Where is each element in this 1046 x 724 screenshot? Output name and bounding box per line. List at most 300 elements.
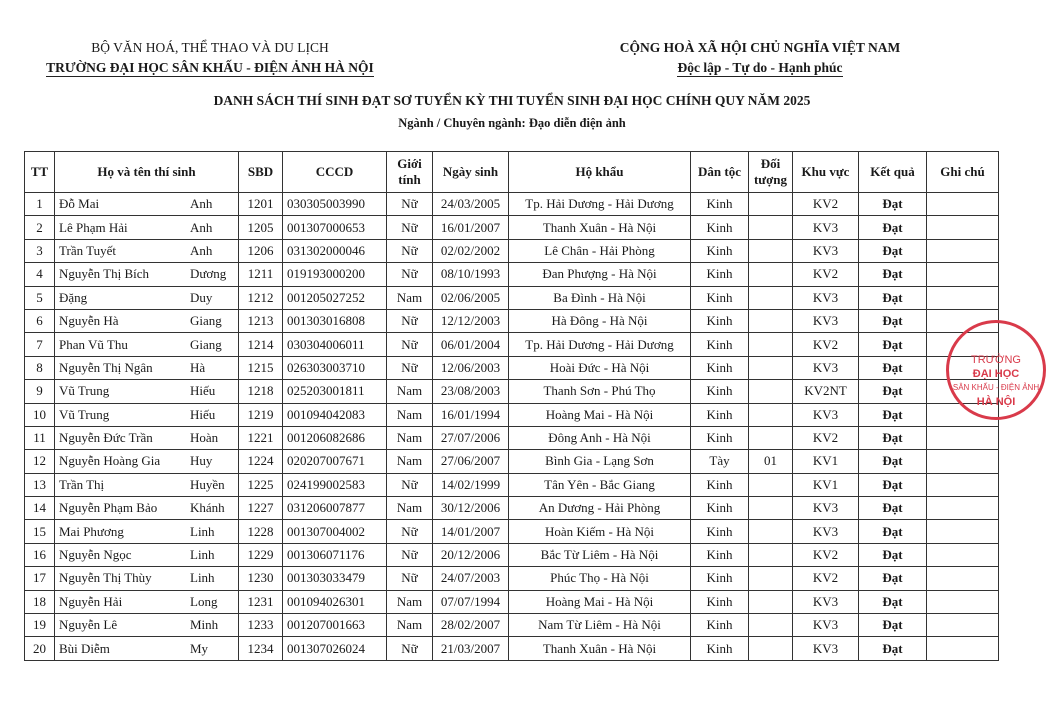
cell-object (749, 520, 793, 543)
cell-result: Đạt (859, 239, 927, 262)
cell-gender: Nữ (387, 263, 433, 286)
cell-home: An Dương - Hải Phòng (509, 497, 691, 520)
cell-home: Tân Yên - Bắc Giang (509, 473, 691, 496)
cell-cccd: 030304006011 (283, 333, 387, 356)
cell-home: Bình Gia - Lạng Sơn (509, 450, 691, 473)
cell-ethnicity: Kinh (691, 239, 749, 262)
cell-region: KV1 (793, 473, 859, 496)
candidate-first-name: Long (190, 593, 218, 609)
cell-ethnicity: Kinh (691, 356, 749, 379)
cell-result: Đạt (859, 473, 927, 496)
table-row (25, 216, 999, 239)
cell-sbd: 1206 (239, 239, 283, 262)
table-row (25, 450, 999, 473)
cell-sbd: 1221 (239, 426, 283, 449)
table-row (25, 590, 999, 613)
cell-region: KV3 (793, 590, 859, 613)
cell-name (55, 193, 239, 216)
cell-name (55, 450, 239, 473)
cell-sbd: 1228 (239, 520, 283, 543)
cell-object (749, 333, 793, 356)
cell-cccd: 020207007671 (283, 450, 387, 473)
cell-name (55, 520, 239, 543)
cell-gender: Nữ (387, 356, 433, 379)
cell-cccd: 001205027252 (283, 286, 387, 309)
header-left (30, 38, 390, 78)
cell-tt: 4 (25, 263, 55, 286)
col-header-tt: TT (25, 152, 55, 193)
cell-cccd: 001306071176 (283, 543, 387, 566)
col-header-ethnicity: Dân tộc (691, 152, 749, 193)
cell-home: Thanh Sơn - Phú Thọ (509, 380, 691, 403)
cell-sbd: 1227 (239, 497, 283, 520)
cell-note (927, 567, 999, 590)
cell-name (55, 216, 239, 239)
cell-name (55, 426, 239, 449)
cell-object (749, 543, 793, 566)
cell-tt: 15 (25, 520, 55, 543)
cell-ethnicity: Tày (691, 450, 749, 473)
cell-sbd: 1229 (239, 543, 283, 566)
cell-object (749, 614, 793, 637)
cell-result: Đạt (859, 309, 927, 332)
cell-home: Phúc Thọ - Hà Nội (509, 567, 691, 590)
cell-name (55, 403, 239, 426)
cell-sbd: 1231 (239, 590, 283, 613)
table-row (25, 520, 999, 543)
candidate-first-name: Anh (190, 242, 213, 258)
cell-region: KV2 (793, 426, 859, 449)
table-row (25, 497, 999, 520)
cell-object (749, 403, 793, 426)
candidate-last-middle-name: Nguyễn Hà (59, 313, 119, 329)
candidate-last-middle-name: Nguyễn Thị Bích (59, 266, 150, 282)
cell-gender: Nữ (387, 543, 433, 566)
cell-home: Nam Từ Liêm - Hà Nội (509, 614, 691, 637)
cell-gender: Nữ (387, 473, 433, 496)
cell-dob: 06/01/2004 (433, 333, 509, 356)
cell-dob: 28/02/2007 (433, 614, 509, 637)
cell-tt: 6 (25, 309, 55, 332)
cell-object: 01 (749, 450, 793, 473)
cell-cccd: 001307000653 (283, 216, 387, 239)
cell-tt: 20 (25, 637, 55, 660)
cell-tt: 5 (25, 286, 55, 309)
table-row (25, 356, 999, 379)
cell-tt: 13 (25, 473, 55, 496)
candidate-last-middle-name: Đặng (59, 289, 88, 305)
ministry-name: BỘ VĂN HOÁ, THỂ THAO VÀ DU LỊCH (91, 40, 329, 55)
cell-home: Thanh Xuân - Hà Nội (509, 216, 691, 239)
cell-name (55, 567, 239, 590)
cell-ethnicity: Kinh (691, 263, 749, 286)
candidate-last-middle-name: Nguyễn Đức Trần (59, 430, 153, 446)
cell-ethnicity: Kinh (691, 426, 749, 449)
cell-object (749, 286, 793, 309)
seal-line: HÀ NỘI (976, 396, 1016, 408)
cell-cccd: 025203001811 (283, 380, 387, 403)
cell-cccd: 001307026024 (283, 637, 387, 660)
cell-ethnicity: Kinh (691, 520, 749, 543)
cell-region: KV2 (793, 567, 859, 590)
cell-note (927, 286, 999, 309)
table-row (25, 637, 999, 660)
cell-dob: 27/07/2006 (433, 426, 509, 449)
cell-name (55, 614, 239, 637)
cell-note (927, 520, 999, 543)
cell-region: KV3 (793, 637, 859, 660)
cell-result: Đạt (859, 637, 927, 660)
cell-gender: Nữ (387, 567, 433, 590)
candidate-last-middle-name: Bùi Diễm (59, 640, 110, 656)
cell-home: Đông Anh - Hà Nội (509, 426, 691, 449)
cell-cccd: 031302000046 (283, 239, 387, 262)
candidate-first-name: Minh (190, 617, 219, 633)
cell-gender: Nữ (387, 216, 433, 239)
cell-tt: 2 (25, 216, 55, 239)
candidate-first-name: Hiếu (190, 383, 216, 399)
cell-region: KV3 (793, 356, 859, 379)
cell-tt: 8 (25, 356, 55, 379)
cell-tt: 18 (25, 590, 55, 613)
cell-tt: 14 (25, 497, 55, 520)
cell-sbd: 1214 (239, 333, 283, 356)
cell-note (927, 543, 999, 566)
cell-object (749, 263, 793, 286)
cell-gender: Nữ (387, 637, 433, 660)
cell-name (55, 333, 239, 356)
candidate-first-name: Linh (190, 570, 215, 586)
cell-object (749, 193, 793, 216)
cell-ethnicity: Kinh (691, 543, 749, 566)
cell-result: Đạt (859, 286, 927, 309)
cell-tt: 7 (25, 333, 55, 356)
cell-ethnicity: Kinh (691, 380, 749, 403)
cell-region: KV2 (793, 543, 859, 566)
cell-ethnicity: Kinh (691, 309, 749, 332)
cell-region: KV2 (793, 263, 859, 286)
cell-sbd: 1213 (239, 309, 283, 332)
cell-dob: 27/06/2007 (433, 450, 509, 473)
cell-result: Đạt (859, 520, 927, 543)
table-row (25, 380, 999, 403)
table-row (25, 263, 999, 286)
cell-home: Bắc Từ Liêm - Hà Nội (509, 543, 691, 566)
cell-dob: 12/06/2003 (433, 356, 509, 379)
seal-line: SÂN KHẤU - ĐIỆN ẢNH (952, 383, 1040, 392)
cell-name (55, 380, 239, 403)
cell-note (927, 637, 999, 660)
cell-region: KV3 (793, 520, 859, 543)
candidate-first-name: Huyền (190, 476, 225, 492)
candidate-last-middle-name: Vũ Trung (59, 383, 110, 399)
table-row (25, 193, 999, 216)
cell-sbd: 1212 (239, 286, 283, 309)
cell-name (55, 543, 239, 566)
cell-cccd: 001094042083 (283, 403, 387, 426)
candidate-last-middle-name: Nguyễn Lê (59, 617, 118, 633)
candidate-first-name: Anh (190, 196, 213, 212)
cell-name (55, 590, 239, 613)
cell-home: Thanh Xuân - Hà Nội (509, 637, 691, 660)
cell-home: Hà Đông - Hà Nội (509, 309, 691, 332)
candidate-first-name: Anh (190, 219, 213, 235)
cell-name (55, 239, 239, 262)
cell-cccd: 019193000200 (283, 263, 387, 286)
cell-dob: 30/12/2006 (433, 497, 509, 520)
cell-result: Đạt (859, 567, 927, 590)
col-header-dob: Ngày sinh (433, 152, 509, 193)
cell-result: Đạt (859, 497, 927, 520)
candidate-first-name: My (190, 640, 209, 656)
cell-region: KV2NT (793, 380, 859, 403)
table-header-row (25, 152, 999, 193)
candidate-first-name: Duy (190, 289, 213, 305)
cell-object (749, 216, 793, 239)
col-header-home: Hộ khẩu (509, 152, 691, 193)
col-header-name: Họ và tên thí sinh (55, 152, 239, 193)
cell-sbd: 1205 (239, 216, 283, 239)
cell-object (749, 309, 793, 332)
cell-region: KV1 (793, 450, 859, 473)
cell-region: KV3 (793, 216, 859, 239)
cell-result: Đạt (859, 216, 927, 239)
cell-dob: 24/07/2003 (433, 567, 509, 590)
cell-tt: 12 (25, 450, 55, 473)
cell-dob: 14/01/2007 (433, 520, 509, 543)
cell-result: Đạt (859, 356, 927, 379)
candidate-last-middle-name: Nguyễn Phạm Bảo (59, 500, 158, 516)
cell-dob: 20/12/2006 (433, 543, 509, 566)
cell-dob: 02/06/2005 (433, 286, 509, 309)
cell-note (927, 473, 999, 496)
table-row (25, 426, 999, 449)
header-right (590, 38, 930, 78)
cell-gender: Nữ (387, 193, 433, 216)
school-seal (946, 320, 1046, 420)
cell-cccd: 026303003710 (283, 356, 387, 379)
cell-tt: 19 (25, 614, 55, 637)
school-name: TRƯỜNG ĐẠI HỌC SÂN KHẤU - ĐIỆN ẢNH HÀ NỘI (46, 60, 374, 75)
cell-cccd: 031206007877 (283, 497, 387, 520)
cell-gender: Nam (387, 614, 433, 637)
cell-dob: 14/02/1999 (433, 473, 509, 496)
cell-gender: Nữ (387, 333, 433, 356)
cell-ethnicity: Kinh (691, 286, 749, 309)
cell-tt: 11 (25, 426, 55, 449)
cell-ethnicity: Kinh (691, 497, 749, 520)
candidate-first-name: Linh (190, 547, 215, 563)
col-header-note: Ghi chú (927, 152, 999, 193)
cell-result: Đạt (859, 426, 927, 449)
table-row (25, 473, 999, 496)
nation-name: CỘNG HOÀ XÃ HỘI CHỦ NGHĨA VIỆT NAM (619, 40, 901, 55)
seal-line: TRƯỜNG (971, 354, 1021, 366)
candidate-first-name: Linh (190, 523, 215, 539)
table-row (25, 567, 999, 590)
candidate-first-name: Giang (190, 313, 222, 329)
cell-sbd: 1215 (239, 356, 283, 379)
cell-sbd: 1218 (239, 380, 283, 403)
cell-region: KV3 (793, 614, 859, 637)
cell-region: KV2 (793, 333, 859, 356)
cell-gender: Nữ (387, 309, 433, 332)
cell-result: Đạt (859, 403, 927, 426)
candidate-first-name: Khánh (190, 500, 225, 516)
candidate-last-middle-name: Trần Thị (59, 476, 105, 492)
cell-name (55, 263, 239, 286)
cell-ethnicity: Kinh (691, 216, 749, 239)
cell-region: KV3 (793, 239, 859, 262)
cell-home: Hoàng Mai - Hà Nội (509, 403, 691, 426)
cell-gender: Nam (387, 380, 433, 403)
cell-gender: Nữ (387, 520, 433, 543)
candidate-last-middle-name: Nguyễn Thị Thùy (59, 570, 152, 586)
cell-region: KV2 (793, 193, 859, 216)
cell-gender: Nam (387, 450, 433, 473)
cell-sbd: 1211 (239, 263, 283, 286)
cell-gender: Nam (387, 426, 433, 449)
cell-tt: 16 (25, 543, 55, 566)
cell-dob: 16/01/2007 (433, 216, 509, 239)
candidate-last-middle-name: Nguyễn Hải (59, 593, 123, 609)
cell-object (749, 473, 793, 496)
cell-dob: 07/07/1994 (433, 590, 509, 613)
cell-ethnicity: Kinh (691, 193, 749, 216)
col-header-cccd: CCCD (283, 152, 387, 193)
cell-cccd: 001094026301 (283, 590, 387, 613)
cell-cccd: 001303016808 (283, 309, 387, 332)
cell-object (749, 356, 793, 379)
cell-dob: 08/10/1993 (433, 263, 509, 286)
cell-home: Tp. Hải Dương - Hải Dương (509, 193, 691, 216)
cell-cccd: 001303033479 (283, 567, 387, 590)
cell-tt: 9 (25, 380, 55, 403)
cell-home: Hoàn Kiếm - Hà Nội (509, 520, 691, 543)
cell-cccd: 001206082686 (283, 426, 387, 449)
cell-result: Đạt (859, 614, 927, 637)
cell-cccd: 024199002583 (283, 473, 387, 496)
table-row (25, 286, 999, 309)
cell-home: Tp. Hải Dương - Hải Dương (509, 333, 691, 356)
candidate-first-name: Dương (190, 266, 227, 282)
cell-note (927, 614, 999, 637)
cell-cccd: 001207001663 (283, 614, 387, 637)
cell-note (927, 426, 999, 449)
cell-region: KV3 (793, 497, 859, 520)
cell-gender: Nam (387, 590, 433, 613)
document-title: DANH SÁCH THÍ SINH ĐẠT SƠ TUYỂN KỲ THI TUYỂN SINH ĐẠI HỌC CHÍNH QUY NĂM 2025 (213, 93, 811, 108)
cell-gender: Nam (387, 403, 433, 426)
cell-sbd: 1201 (239, 193, 283, 216)
cell-home: Hoàng Mai - Hà Nội (509, 590, 691, 613)
candidate-first-name: Hiếu (190, 406, 216, 422)
cell-sbd: 1219 (239, 403, 283, 426)
cell-region: KV3 (793, 286, 859, 309)
cell-object (749, 497, 793, 520)
candidate-last-middle-name: Đỗ Mai (59, 196, 100, 212)
table-body (25, 193, 999, 661)
candidate-last-middle-name: Nguyễn Ngọc (59, 547, 132, 563)
cell-tt: 1 (25, 193, 55, 216)
cell-note (927, 263, 999, 286)
candidate-last-middle-name: Trần Tuyết (59, 242, 116, 258)
cell-dob: 24/03/2005 (433, 193, 509, 216)
cell-dob: 21/03/2007 (433, 637, 509, 660)
cell-result: Đạt (859, 590, 927, 613)
cell-sbd: 1224 (239, 450, 283, 473)
table-row (25, 614, 999, 637)
col-header-region: Khu vực (793, 152, 859, 193)
document-subtitle: Ngành / Chuyên ngành: Đạo diễn điện ảnh (398, 116, 626, 130)
candidate-last-middle-name: Vũ Trung (59, 406, 110, 422)
cell-dob: 16/01/1994 (433, 403, 509, 426)
cell-home: Lê Chân - Hải Phòng (509, 239, 691, 262)
cell-note (927, 497, 999, 520)
cell-tt: 3 (25, 239, 55, 262)
cell-note (927, 590, 999, 613)
candidate-last-middle-name: Phan Vũ Thu (59, 336, 128, 352)
cell-result: Đạt (859, 380, 927, 403)
cell-gender: Nữ (387, 239, 433, 262)
cell-name (55, 309, 239, 332)
cell-tt: 10 (25, 403, 55, 426)
cell-name (55, 286, 239, 309)
cell-object (749, 239, 793, 262)
cell-ethnicity: Kinh (691, 567, 749, 590)
cell-cccd: 001307004002 (283, 520, 387, 543)
cell-result: Đạt (859, 543, 927, 566)
cell-dob: 12/12/2003 (433, 309, 509, 332)
candidate-first-name: Giang (190, 336, 222, 352)
cell-note (927, 216, 999, 239)
col-header-object: Đối tượng (749, 152, 793, 193)
candidate-first-name: Huy (190, 453, 213, 469)
cell-dob: 02/02/2002 (433, 239, 509, 262)
cell-cccd: 030305003990 (283, 193, 387, 216)
cell-ethnicity: Kinh (691, 637, 749, 660)
candidate-first-name: Hoàn (190, 430, 219, 446)
candidate-last-middle-name: Lê Phạm Hải (59, 219, 128, 235)
candidate-last-middle-name: Mai Phương (59, 523, 124, 539)
cell-sbd: 1233 (239, 614, 283, 637)
cell-name (55, 473, 239, 496)
cell-name (55, 637, 239, 660)
motto: Độc lập - Tự do - Hạnh phúc (677, 60, 843, 75)
cell-object (749, 590, 793, 613)
table-row (25, 333, 999, 356)
cell-object (749, 426, 793, 449)
seal-line: ĐẠI HỌC (972, 368, 1020, 380)
cell-name (55, 497, 239, 520)
cell-home: Hoài Đức - Hà Nội (509, 356, 691, 379)
table-row (25, 403, 999, 426)
cell-result: Đạt (859, 450, 927, 473)
cell-object (749, 380, 793, 403)
cell-region: KV3 (793, 403, 859, 426)
cell-ethnicity: Kinh (691, 473, 749, 496)
cell-sbd: 1225 (239, 473, 283, 496)
cell-home: Ba Đình - Hà Nội (509, 286, 691, 309)
cell-dob: 23/08/2003 (433, 380, 509, 403)
candidate-table (24, 151, 999, 661)
cell-result: Đạt (859, 193, 927, 216)
cell-object (749, 637, 793, 660)
cell-sbd: 1234 (239, 637, 283, 660)
cell-note (927, 193, 999, 216)
col-header-result: Kết quả (859, 152, 927, 193)
cell-tt: 17 (25, 567, 55, 590)
